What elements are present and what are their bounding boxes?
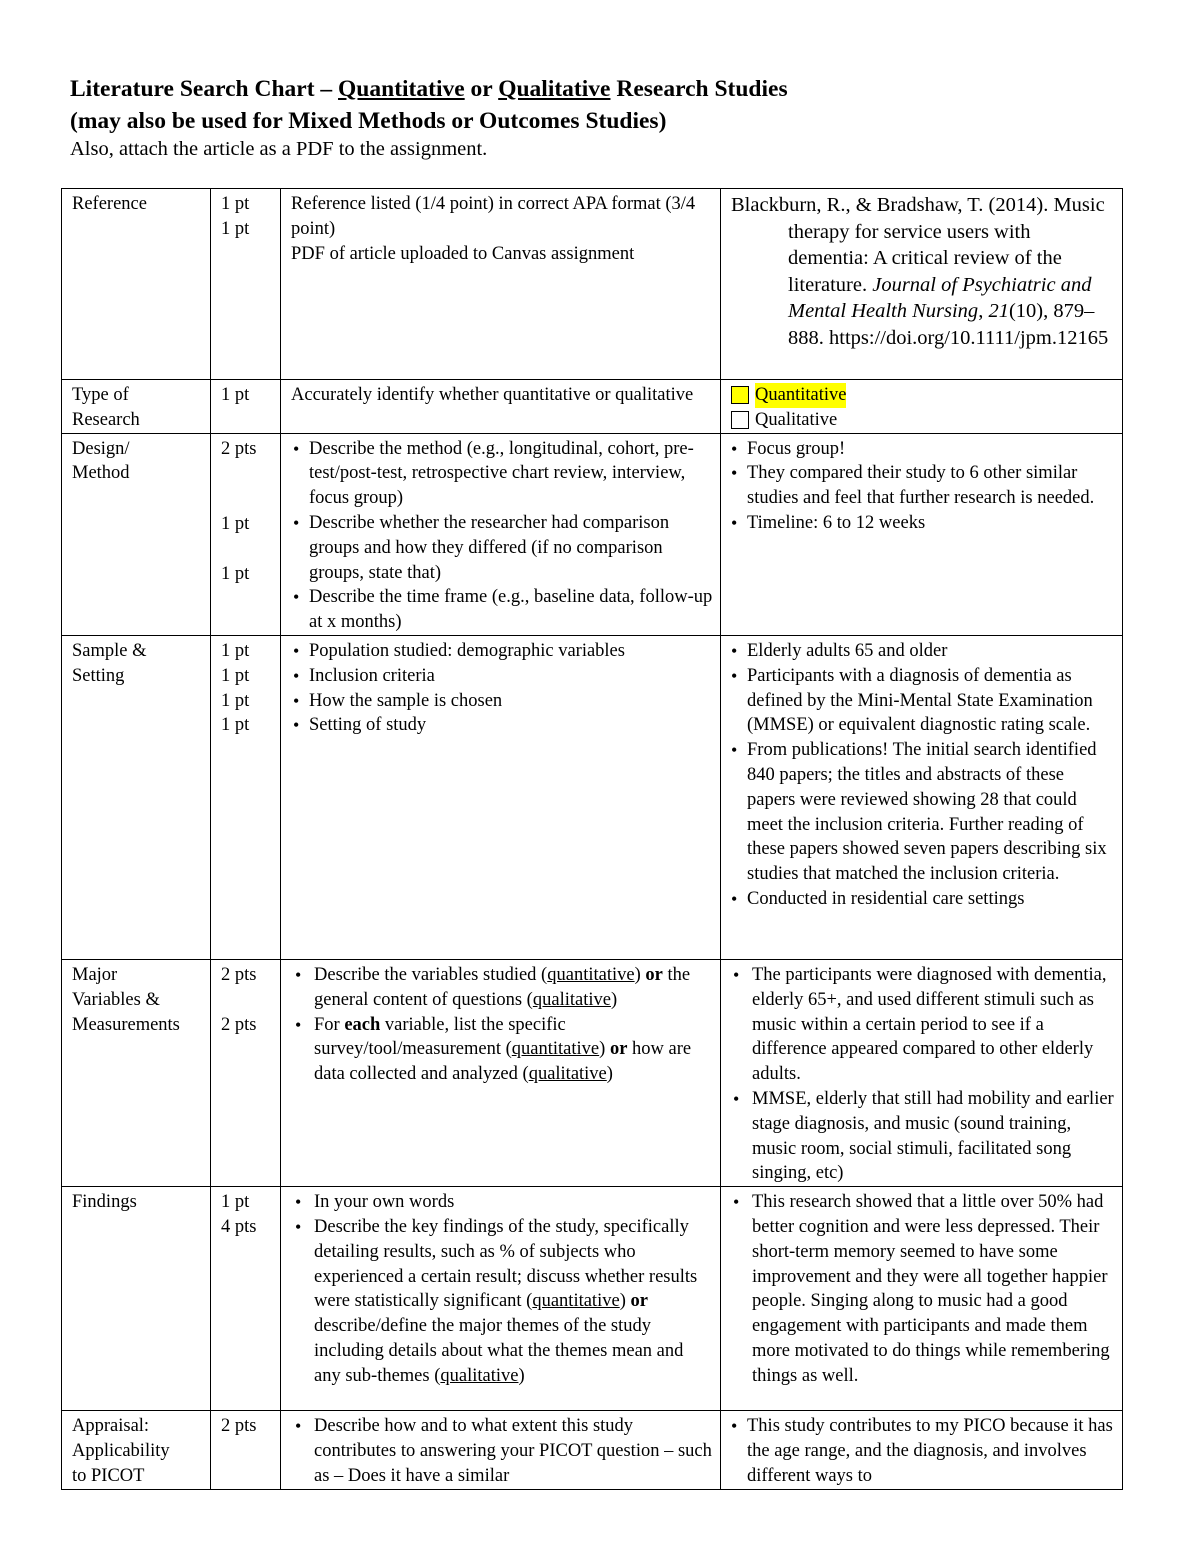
list-item: • How the sample is chosen: [309, 689, 714, 714]
row-label: [62, 433, 211, 635]
points-value: 4 pts: [221, 1216, 257, 1237]
reference-volume: 21: [988, 300, 1009, 323]
list-item: • Describe the key findings of the study, specifically detailing results, such as % of subjects who experienced a certain result; discuss whether results were statistically significant (quantitative) or describe/define the major themes of the study including details about what the themes mean and any sub-themes (qualitative): [314, 1215, 714, 1389]
points-value: 2 pts: [221, 964, 257, 985]
row-label-text: Sample &: [72, 640, 147, 661]
list-item: • Timeline: 6 to 12 weeks: [747, 511, 1116, 536]
points-value: 2 pts: [221, 1014, 257, 1035]
points-value: 1 pt: [221, 640, 250, 661]
row-label-text: Appraisal:: [72, 1416, 150, 1437]
assignment-note: Also, attach the article as a PDF to the assignment.: [70, 138, 488, 160]
list-item: • Conducted in residential care settings: [747, 887, 1116, 912]
apa-reference: [731, 192, 1116, 352]
table-row: [62, 433, 1123, 635]
list-item: • Describe the method (e.g., longitudinal, cohort, pre-test/post-test, retrospective chart review, interview, focus group): [309, 437, 714, 511]
row-label-text: Method: [72, 463, 130, 484]
underlined-term: qualitative: [440, 1365, 519, 1386]
title-or: or: [464, 76, 499, 102]
points-value: 1 pt: [221, 514, 250, 535]
underlined-term: quantitative: [547, 964, 635, 985]
points-cell: [211, 1411, 281, 1489]
row-label: [62, 189, 211, 380]
points-value: 1 pt: [221, 564, 250, 585]
points-value: 2 pts: [221, 438, 257, 459]
response-list: [729, 963, 1116, 1186]
list-item: • Describe whether the researcher had comparison groups and how they differed (if no comparison groups, state that): [309, 511, 714, 585]
row-label-text: Type of: [72, 385, 129, 405]
bold-or: or: [609, 1039, 628, 1060]
criteria-cell: [281, 433, 721, 635]
response-list: [729, 639, 1116, 912]
list-item: • The participants were diagnosed with dementia, elderly 65+, and used different stimuli such as music within a certain period to see if a difference appeared compared to other elderly adults.: [752, 963, 1116, 1087]
row-label-text: to PICOT: [72, 1465, 145, 1486]
criteria-cell: [281, 380, 721, 434]
row-label-text: Measurements: [72, 1014, 180, 1035]
list-item: • Population studied: demographic variables: [309, 639, 714, 664]
checkbox-quantitative[interactable]: [731, 386, 749, 404]
points-cell: [211, 635, 281, 959]
bold-or: or: [645, 964, 663, 985]
bold-each: each: [344, 1014, 381, 1035]
response-cell[interactable]: [721, 959, 1123, 1186]
criteria-cell: [281, 1411, 721, 1489]
points-value: 1 pt: [221, 715, 250, 736]
table-row: [62, 1411, 1123, 1489]
criteria-cell: [281, 635, 721, 959]
option-label: Qualitative: [755, 409, 838, 430]
row-label: [62, 1411, 211, 1489]
row-label-text: Design/: [72, 438, 130, 459]
reference-doi-link[interactable]: https://doi.org/10.1111/jpm.12165: [829, 326, 1109, 349]
criteria-list: [291, 1414, 714, 1488]
row-label: [62, 635, 211, 959]
checkbox-qualitative[interactable]: [731, 411, 749, 429]
list-item: • From publications! The initial search identified 840 papers; the titles and abstracts of these papers were reviewed showing 28 that could meet the inclusion criteria. Further reading of these papers showed seven papers describing six studies that matched the inclusion criteria.: [747, 738, 1116, 887]
response-cell[interactable]: [721, 635, 1123, 959]
row-label: [62, 380, 211, 434]
bold-or: or: [630, 1291, 648, 1312]
underlined-term: qualitative: [532, 989, 611, 1010]
title-prefix: Literature Search Chart –: [70, 76, 339, 102]
table-row: [62, 189, 1123, 380]
list-item: • Describe the variables studied (quantitative) or the general content of questions (qualitative): [314, 963, 714, 1013]
row-label-text: Research: [72, 409, 140, 430]
row-label-text: Applicability: [72, 1440, 170, 1461]
list-item: • MMSE, elderly that still had mobility and earlier stage diagnosis, and music (sound training, music room, social stimuli, facilitated song singing, etc): [752, 1087, 1116, 1186]
title-quantitative: Quantitative: [338, 76, 465, 102]
criteria-list: [291, 437, 714, 635]
criteria-cell: [281, 1187, 721, 1411]
table-row: [62, 635, 1123, 959]
literature-search-table: [61, 188, 1123, 1490]
response-cell: [721, 380, 1123, 434]
row-label-text: Findings: [72, 1192, 137, 1213]
list-item: • They compared their study to 6 other similar studies and feel that further research is needed.: [747, 461, 1116, 511]
points-cell: [211, 433, 281, 635]
response-list: [729, 437, 1116, 536]
response-cell[interactable]: [721, 1187, 1123, 1411]
criteria-text: Accurately identify whether quantitative or qualitative: [291, 385, 694, 405]
option-quantitative[interactable]: [729, 383, 1116, 408]
table-row: [62, 1187, 1123, 1411]
response-list: [729, 1414, 1116, 1488]
criteria-cell: [281, 189, 721, 380]
criteria-text: PDF of article uploaded to Canvas assignment: [291, 243, 635, 264]
list-item: • Inclusion criteria: [309, 664, 714, 689]
list-item: • In your own words: [314, 1190, 714, 1215]
row-label: [62, 1187, 211, 1411]
criteria-list: [291, 963, 714, 1087]
criteria-list: [291, 639, 714, 738]
points-value: 1 pt: [221, 665, 250, 686]
row-label-text: Reference: [72, 194, 147, 214]
list-item: • Describe the time frame (e.g., baseline data, follow-up at x months): [309, 585, 714, 635]
list-item: • This study contributes to my PICO because it has the age range, and the diagnosis, and involves different ways to: [747, 1414, 1116, 1488]
option-qualitative[interactable]: [729, 408, 1116, 433]
row-label-text: Major: [72, 964, 118, 985]
row-label-text: Setting: [72, 665, 125, 686]
list-item: • Setting of study: [309, 713, 714, 738]
list-item: • This research showed that a little over 50% had better cognition and were less depressed. Their short-term memory seemed to have some improvement and they were all together happier people. Singing along to music had a good engagement with participants and made them more motivated to do things while remembering things as well.: [752, 1190, 1116, 1388]
response-cell[interactable]: [721, 189, 1123, 380]
title-suffix: Research Studies: [610, 76, 788, 102]
list-item: • For each variable, list the specific survey/tool/measurement (quantitative) or how are data collected and analyzed (qualitative): [314, 1013, 714, 1087]
points-value: 2 pts: [221, 1416, 257, 1437]
document-subtitle: (may also be used for Mixed Methods or Outcomes Studies): [70, 108, 667, 134]
criteria-text: Reference listed (1/4 point) in correct APA format (3/4 point): [291, 194, 696, 239]
list-item: • Participants with a diagnosis of dementia as defined by the Mini-Mental State Examination (MMSE) or equivalent diagnostic rating scale.: [747, 664, 1116, 738]
document-title: [70, 73, 788, 105]
list-item: • Focus group!: [747, 437, 1116, 462]
points-cell: [211, 189, 281, 380]
row-label-text: Variables &: [72, 989, 160, 1010]
points-cell: [211, 959, 281, 1186]
points-value: 1 pt: [221, 194, 250, 214]
reference-journal: Journal of Psychiatric and Mental Health Nursing: [788, 273, 1092, 323]
title-qualitative: Qualitative: [498, 76, 611, 102]
criteria-cell: [281, 959, 721, 1186]
points-value: 1 pt: [221, 218, 250, 239]
reference-separator: ,: [978, 300, 989, 323]
row-label: [62, 959, 211, 1186]
criteria-list: [291, 1190, 714, 1388]
underlined-term: quantitative: [532, 1291, 620, 1312]
points-value: 1 pt: [221, 385, 250, 405]
table-row: [62, 380, 1123, 434]
reference-pages: (10), 879–888.: [788, 300, 1095, 349]
points-cell: [211, 380, 281, 434]
response-list: [729, 1190, 1116, 1388]
points-cell: [211, 1187, 281, 1411]
option-label: Quantitative: [755, 383, 846, 408]
response-cell[interactable]: [721, 433, 1123, 635]
list-item: • Elderly adults 65 and older: [747, 639, 1116, 664]
points-value: 1 pt: [221, 690, 250, 711]
reference-authors: Blackburn, R., & Bradshaw, T. (2014). Music therapy for service users with dementia: A critical review of the literature.: [731, 194, 1105, 296]
response-cell[interactable]: [721, 1411, 1123, 1489]
underlined-term: qualitative: [528, 1064, 607, 1085]
points-value: 1 pt: [221, 1192, 250, 1213]
list-item: • Describe how and to what extent this study contributes to answering your PICOT question – such as – Does it have a similar: [314, 1414, 714, 1488]
table-row: [62, 959, 1123, 1186]
underlined-term: quantitative: [511, 1039, 600, 1060]
